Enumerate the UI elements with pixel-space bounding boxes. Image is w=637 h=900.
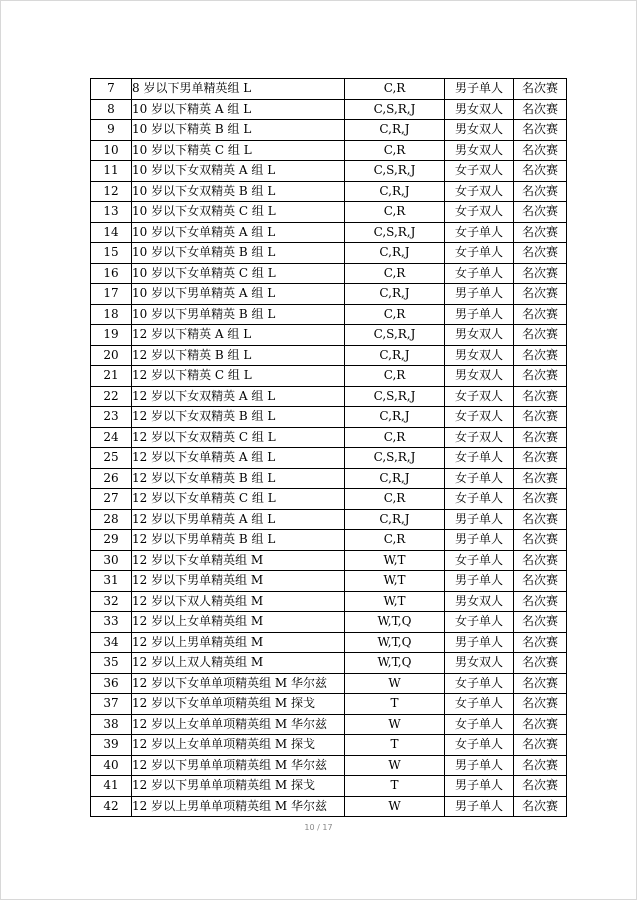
dances-cell: C,R [345,79,445,100]
table-row [91,632,567,653]
dances-cell: C,S,R,J [345,325,445,346]
event-number-cell: 31 [91,571,132,592]
competition-kind-cell: 名次赛 [514,120,567,141]
event-number-cell: 11 [91,161,132,182]
entry-type-cell: 女子双人 [445,161,514,182]
entry-type-cell: 女子单人 [445,222,514,243]
event-name-cell: 12 岁以下精英 A 组 L [132,325,345,346]
table-row [91,550,567,571]
table-row [91,755,567,776]
competition-kind-cell: 名次赛 [514,796,567,817]
event-name-cell: 12 岁以上男单精英组 M [132,632,345,653]
event-name-cell: 10 岁以下精英 A 组 L [132,99,345,120]
entry-type-cell: 女子单人 [445,612,514,633]
event-number-cell: 14 [91,222,132,243]
table-row [91,202,567,223]
dances-cell: C,R [345,427,445,448]
entry-type-cell: 男子单人 [445,530,514,551]
competition-kind-cell: 名次赛 [514,509,567,530]
event-number-cell: 30 [91,550,132,571]
entry-type-cell: 男子单人 [445,79,514,100]
event-name-cell: 12 岁以下双人精英组 M [132,591,345,612]
event-number-cell: 39 [91,735,132,756]
dances-cell: C,S,R,J [345,386,445,407]
competition-kind-cell: 名次赛 [514,427,567,448]
entry-type-cell: 女子双人 [445,202,514,223]
event-number-cell: 27 [91,489,132,510]
event-name-cell: 12 岁以下女单精英 B 组 L [132,468,345,489]
table-row [91,427,567,448]
entry-type-cell: 男女双人 [445,345,514,366]
table-row [91,714,567,735]
competition-kind-cell: 名次赛 [514,325,567,346]
competition-kind-cell: 名次赛 [514,448,567,469]
event-schedule-table [90,78,567,817]
dances-cell: C,R [345,304,445,325]
dances-cell: C,R [345,530,445,551]
event-number-cell: 15 [91,243,132,264]
table-row [91,612,567,633]
entry-type-cell: 女子双人 [445,427,514,448]
entry-type-cell: 男女双人 [445,653,514,674]
table-row [91,653,567,674]
competition-kind-cell: 名次赛 [514,263,567,284]
event-name-cell: 10 岁以下女双精英 A 组 L [132,161,345,182]
event-name-cell: 12 岁以下女双精英 A 组 L [132,386,345,407]
dances-cell: W [345,714,445,735]
event-name-cell: 12 岁以下女单精英组 M [132,550,345,571]
table-row [91,120,567,141]
competition-kind-cell: 名次赛 [514,468,567,489]
competition-kind-cell: 名次赛 [514,714,567,735]
table-row [91,243,567,264]
event-number-cell: 25 [91,448,132,469]
dances-cell: C,R [345,489,445,510]
event-name-cell: 12 岁以下男单精英组 M [132,571,345,592]
dances-cell: C,R [345,202,445,223]
event-number-cell: 16 [91,263,132,284]
event-name-cell: 10 岁以下女单精英 A 组 L [132,222,345,243]
event-name-cell: 10 岁以下女单精英 C 组 L [132,263,345,284]
dances-cell: C,S,R,J [345,448,445,469]
event-number-cell: 36 [91,673,132,694]
event-name-cell: 12 岁以下精英 B 组 L [132,345,345,366]
dances-cell: W,T,Q [345,653,445,674]
event-name-cell: 12 岁以上双人精英组 M [132,653,345,674]
entry-type-cell: 男女双人 [445,325,514,346]
competition-kind-cell: 名次赛 [514,202,567,223]
event-number-cell: 7 [91,79,132,100]
dances-cell: C,R,J [345,181,445,202]
competition-kind-cell: 名次赛 [514,222,567,243]
event-number-cell: 8 [91,99,132,120]
event-name-cell: 12 岁以下女单精英 A 组 L [132,448,345,469]
dances-cell: C,S,R,J [345,222,445,243]
event-number-cell: 17 [91,284,132,305]
event-name-cell: 10 岁以下男单精英 A 组 L [132,284,345,305]
competition-kind-cell: 名次赛 [514,284,567,305]
dances-cell: C,R [345,366,445,387]
table-row [91,345,567,366]
table-row [91,79,567,100]
entry-type-cell: 男女双人 [445,140,514,161]
competition-kind-cell: 名次赛 [514,407,567,428]
entry-type-cell: 女子单人 [445,448,514,469]
entry-type-cell: 男子单人 [445,632,514,653]
table-row [91,694,567,715]
competition-kind-cell: 名次赛 [514,550,567,571]
competition-kind-cell: 名次赛 [514,632,567,653]
competition-kind-cell: 名次赛 [514,366,567,387]
dances-cell: C,S,R,J [345,99,445,120]
event-name-cell: 10 岁以下女双精英 C 组 L [132,202,345,223]
event-number-cell: 13 [91,202,132,223]
table-row [91,181,567,202]
dances-cell: W,T [345,571,445,592]
table-row [91,386,567,407]
entry-type-cell: 女子单人 [445,550,514,571]
dances-cell: C,R [345,140,445,161]
entry-type-cell: 男子单人 [445,571,514,592]
table-row [91,673,567,694]
event-number-cell: 42 [91,796,132,817]
table-row [91,489,567,510]
competition-kind-cell: 名次赛 [514,79,567,100]
event-name-cell: 12 岁以下女单精英 C 组 L [132,489,345,510]
entry-type-cell: 女子单人 [445,263,514,284]
event-number-cell: 33 [91,612,132,633]
event-number-cell: 37 [91,694,132,715]
table-row [91,140,567,161]
entry-type-cell: 男女双人 [445,366,514,387]
table-row [91,448,567,469]
competition-kind-cell: 名次赛 [514,612,567,633]
event-number-cell: 12 [91,181,132,202]
event-number-cell: 35 [91,653,132,674]
competition-kind-cell: 名次赛 [514,99,567,120]
entry-type-cell: 女子单人 [445,714,514,735]
dances-cell: C,R [345,263,445,284]
dances-cell: C,R,J [345,345,445,366]
event-name-cell: 10 岁以下男单精英 B 组 L [132,304,345,325]
competition-kind-cell: 名次赛 [514,140,567,161]
competition-kind-cell: 名次赛 [514,755,567,776]
event-name-cell: 12 岁以下男单精英 B 组 L [132,530,345,551]
competition-kind-cell: 名次赛 [514,530,567,551]
dances-cell: W [345,796,445,817]
entry-type-cell: 女子单人 [445,673,514,694]
dances-cell: W [345,755,445,776]
dances-cell: C,S,R,J [345,161,445,182]
event-number-cell: 18 [91,304,132,325]
entry-type-cell: 女子单人 [445,694,514,715]
table-row [91,530,567,551]
dances-cell: W,T,Q [345,632,445,653]
event-name-cell: 12 岁以下男单单项精英组 M 华尔兹 [132,755,345,776]
table-row [91,284,567,305]
event-number-cell: 20 [91,345,132,366]
entry-type-cell: 男子单人 [445,284,514,305]
event-number-cell: 21 [91,366,132,387]
event-number-cell: 29 [91,530,132,551]
event-name-cell: 12 岁以下女双精英 C 组 L [132,427,345,448]
competition-kind-cell: 名次赛 [514,694,567,715]
entry-type-cell: 女子单人 [445,735,514,756]
event-number-cell: 34 [91,632,132,653]
event-name-cell: 10 岁以下精英 B 组 L [132,120,345,141]
entry-type-cell: 男子单人 [445,509,514,530]
event-name-cell: 10 岁以下女单精英 B 组 L [132,243,345,264]
competition-kind-cell: 名次赛 [514,345,567,366]
competition-kind-cell: 名次赛 [514,386,567,407]
competition-kind-cell: 名次赛 [514,571,567,592]
entry-type-cell: 女子单人 [445,468,514,489]
table-row [91,591,567,612]
dances-cell: C,R,J [345,120,445,141]
event-number-cell: 24 [91,427,132,448]
dances-cell: C,R,J [345,468,445,489]
competition-kind-cell: 名次赛 [514,776,567,797]
entry-type-cell: 男子单人 [445,304,514,325]
table-row [91,263,567,284]
event-number-cell: 23 [91,407,132,428]
dances-cell: W,T [345,591,445,612]
dances-cell: W,T [345,550,445,571]
dances-cell: C,R,J [345,284,445,305]
competition-kind-cell: 名次赛 [514,673,567,694]
table-row [91,222,567,243]
event-number-cell: 32 [91,591,132,612]
entry-type-cell: 女子双人 [445,407,514,428]
event-name-cell: 12 岁以下精英 C 组 L [132,366,345,387]
page-number: 10 / 17 [304,823,333,832]
event-number-cell: 9 [91,120,132,141]
entry-type-cell: 男子单人 [445,755,514,776]
dances-cell: C,R,J [345,243,445,264]
table-body [91,79,567,817]
event-name-cell: 12 岁以下男单单项精英组 M 探戈 [132,776,345,797]
entry-type-cell: 男子单人 [445,796,514,817]
table-row [91,468,567,489]
event-name-cell: 12 岁以上女单单项精英组 M 探戈 [132,735,345,756]
event-name-cell: 12 岁以下女单单项精英组 M 探戈 [132,694,345,715]
entry-type-cell: 女子双人 [445,181,514,202]
dances-cell: C,R,J [345,509,445,530]
table-row [91,776,567,797]
competition-kind-cell: 名次赛 [514,181,567,202]
table-row [91,99,567,120]
dances-cell: W [345,673,445,694]
competition-kind-cell: 名次赛 [514,489,567,510]
table-row [91,407,567,428]
table-row [91,161,567,182]
dances-cell: T [345,776,445,797]
competition-kind-cell: 名次赛 [514,304,567,325]
dances-cell: C,R,J [345,407,445,428]
competition-kind-cell: 名次赛 [514,653,567,674]
event-name-cell: 12 岁以上女单精英组 M [132,612,345,633]
event-number-cell: 26 [91,468,132,489]
event-name-cell: 8 岁以下男单精英组 L [132,79,345,100]
event-name-cell: 10 岁以下精英 C 组 L [132,140,345,161]
event-number-cell: 28 [91,509,132,530]
table-row [91,325,567,346]
entry-type-cell: 女子单人 [445,489,514,510]
table-row [91,735,567,756]
dances-cell: W,T,Q [345,612,445,633]
event-number-cell: 10 [91,140,132,161]
dances-cell: T [345,694,445,715]
entry-type-cell: 男女双人 [445,591,514,612]
event-name-cell: 12 岁以上男单单项精英组 M 华尔兹 [132,796,345,817]
event-name-cell: 12 岁以下女单单项精英组 M 华尔兹 [132,673,345,694]
entry-type-cell: 女子单人 [445,243,514,264]
entry-type-cell: 男女双人 [445,120,514,141]
competition-kind-cell: 名次赛 [514,243,567,264]
event-number-cell: 38 [91,714,132,735]
table-row [91,304,567,325]
event-name-cell: 10 岁以下女双精英 B 组 L [132,181,345,202]
table-row [91,366,567,387]
event-name-cell: 12 岁以下男单精英 A 组 L [132,509,345,530]
table-row [91,571,567,592]
event-number-cell: 22 [91,386,132,407]
table-row [91,796,567,817]
table-row [91,509,567,530]
event-number-cell: 40 [91,755,132,776]
event-name-cell: 12 岁以下女双精英 B 组 L [132,407,345,428]
dances-cell: T [345,735,445,756]
event-number-cell: 19 [91,325,132,346]
competition-kind-cell: 名次赛 [514,161,567,182]
event-name-cell: 12 岁以上女单单项精英组 M 华尔兹 [132,714,345,735]
competition-kind-cell: 名次赛 [514,591,567,612]
entry-type-cell: 女子双人 [445,386,514,407]
competition-kind-cell: 名次赛 [514,735,567,756]
entry-type-cell: 男子单人 [445,776,514,797]
event-number-cell: 41 [91,776,132,797]
entry-type-cell: 男女双人 [445,99,514,120]
